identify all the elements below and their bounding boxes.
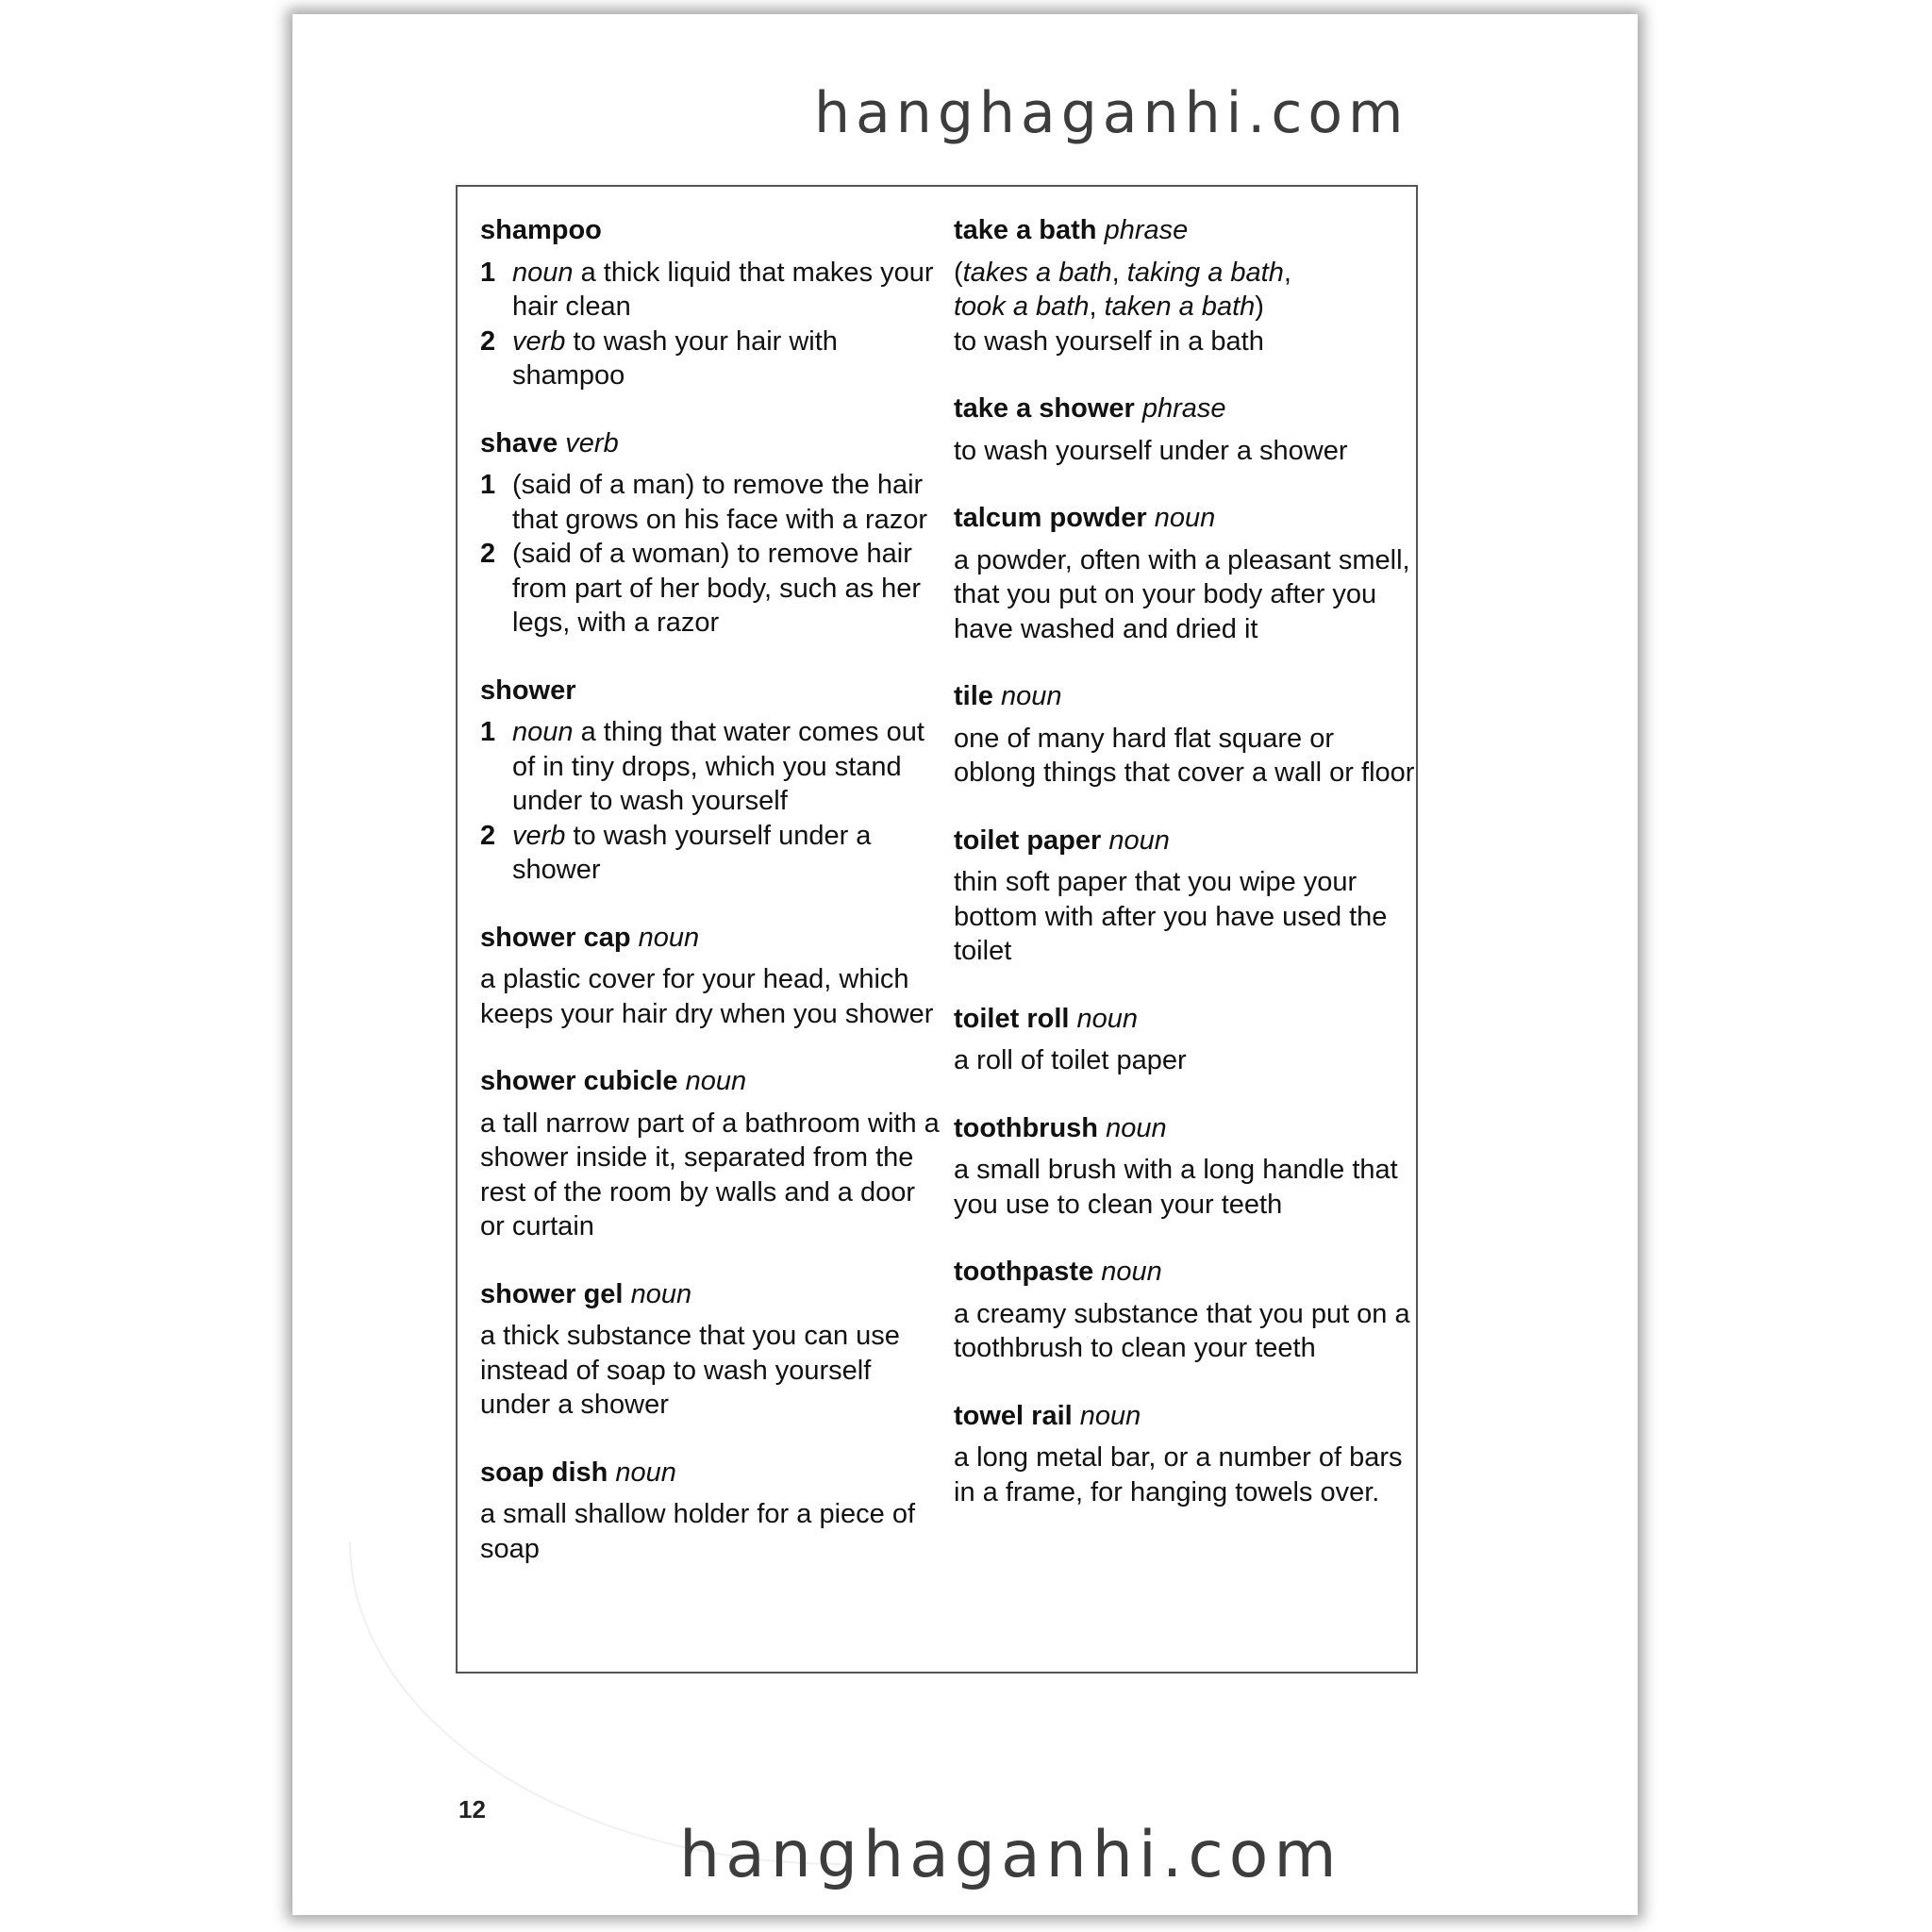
form: taking a bath [1126, 257, 1284, 288]
sense [480, 325, 942, 393]
sense [480, 468, 942, 537]
sense [480, 537, 942, 641]
sense-number: 2 [480, 820, 496, 851]
definition: a plastic cover for your head, which keeps your hair dry when you shower [480, 964, 934, 1029]
headword: shower gel [480, 1278, 624, 1309]
definition: to wash your hair with shampoo [512, 325, 838, 391]
form: taken a bath [1104, 291, 1256, 322]
sense-number: 1 [480, 717, 496, 747]
definition: one of many hard flat square or oblong things that cover a wall or floor [954, 723, 1415, 788]
glossary-box [456, 185, 1418, 1674]
definition: a thick liquid that makes your hair clean [512, 257, 934, 322]
definition: to wash yourself under a shower [512, 820, 872, 885]
entry-shower [480, 674, 942, 888]
headword-line [480, 1277, 942, 1312]
sense [480, 715, 942, 819]
part-of-speech: noun [1000, 681, 1062, 711]
sense [480, 256, 942, 325]
definition: a thick substance that you can use instead of soap to wash yourself under a shower [480, 1321, 900, 1420]
part-of-speech: noun [685, 1066, 747, 1096]
entry-toilet-paper [954, 824, 1416, 969]
part-of-speech: phrase [1141, 393, 1226, 424]
headword-line [480, 921, 942, 956]
sense [480, 819, 942, 888]
entry-take-a-shower [954, 391, 1416, 468]
headword-line [480, 674, 942, 708]
definition: a roll of toilet paper [954, 1045, 1187, 1075]
entry-toilet-roll [954, 1002, 1416, 1078]
part-of-speech: verb [565, 427, 619, 458]
entry-toothpaste [954, 1255, 1416, 1366]
headword: shampoo [480, 215, 602, 245]
definition: a powder, often with a pleasant smell, that you put on your body after you have washed and dried it [954, 544, 1410, 644]
headword-line [954, 824, 1416, 858]
sense-number: 1 [480, 257, 496, 288]
part-of-speech: noun [512, 257, 574, 288]
entry-shower-gel [480, 1277, 942, 1423]
definition: a small shallow holder for a piece of soap [480, 1499, 916, 1564]
definition: a thing that water comes out of in tiny drops, which you stand under to wash yourself [512, 717, 924, 816]
definition: a tall narrow part of a bathroom with a shower inside it, separated from the rest of the room by walls and a door or curtain [480, 1108, 940, 1241]
headword: shower [480, 675, 576, 706]
entry-shave [480, 426, 942, 641]
definition: a long metal bar, or a number of bars in a frame, for hanging towels over. [954, 1442, 1403, 1507]
definition: a small brush with a long handle that you use to clean your teeth [954, 1155, 1398, 1220]
sense-number: 2 [480, 325, 496, 357]
part-of-speech: noun [1108, 824, 1170, 856]
form: took a bath [954, 291, 1090, 322]
entry-soap-dish [480, 1456, 942, 1567]
headword: take a shower [954, 393, 1135, 424]
entry-toothbrush [954, 1111, 1416, 1223]
entry-shower-cap [480, 921, 942, 1032]
part-of-speech: verb [512, 820, 566, 851]
headword: soap dish [480, 1457, 608, 1488]
headword: take a bath [954, 215, 1097, 245]
definition: (said of a man) to remove the hair that grows on his face with a razor [512, 470, 928, 535]
left-column [480, 213, 942, 1599]
part-of-speech: noun [1076, 1003, 1139, 1034]
watermark-bottom: hanghaganhi.com [679, 1818, 1342, 1892]
headword: shave [480, 427, 558, 458]
definition: to wash yourself in a bath [954, 325, 1264, 357]
part-of-speech: noun [1079, 1400, 1141, 1431]
inflected-forms: (takes a bath, taking a bath, took a bath, taken a bath) [954, 257, 1291, 322]
headword: toothbrush [954, 1112, 1099, 1143]
part-of-speech: noun [615, 1457, 676, 1488]
headword: toilet paper [954, 824, 1102, 856]
headword: shower cap [480, 922, 631, 953]
headword-line [954, 1255, 1416, 1290]
headword-line [480, 1456, 942, 1491]
headword-line [954, 1002, 1416, 1037]
form: takes a bath [962, 257, 1112, 288]
entry-take-a-bath [954, 213, 1416, 358]
part-of-speech: noun [630, 1278, 692, 1309]
headword-line [954, 1111, 1416, 1146]
watermark-top: hanghaganhi.com [814, 80, 1409, 146]
sense-number: 1 [480, 470, 496, 500]
entry-talcum-powder [954, 501, 1416, 646]
headword: talcum powder [954, 503, 1147, 533]
page-number: 12 [458, 1795, 486, 1824]
part-of-speech: noun [638, 922, 700, 953]
headword-line [480, 1064, 942, 1099]
headword-line [480, 213, 942, 248]
definition: thin soft paper that you wipe your bottom with after you have used the toilet [954, 867, 1388, 966]
headword-line [954, 679, 1416, 714]
headword: toilet roll [954, 1003, 1070, 1034]
book-page [292, 14, 1638, 1915]
entry-towel-rail [954, 1399, 1416, 1510]
headword-line [480, 426, 942, 461]
headword: tile [954, 681, 993, 711]
part-of-speech: noun [1154, 503, 1216, 533]
entry-tile [954, 679, 1416, 791]
entry-shower-cubicle [480, 1064, 942, 1244]
headword-line [954, 391, 1416, 426]
headword: toothpaste [954, 1257, 1094, 1287]
part-of-speech: verb [512, 325, 566, 357]
definition: (said of a woman) to remove hair from part of her body, such as her legs, with a razor [512, 539, 922, 638]
part-of-speech: noun [1106, 1112, 1167, 1143]
sense-number: 2 [480, 539, 496, 569]
definition: a creamy substance that you put on a toothbrush to clean your teeth [954, 1298, 1410, 1363]
right-column [954, 213, 1416, 1542]
headword-line [954, 1399, 1416, 1434]
entry-shampoo [480, 213, 942, 393]
headword: towel rail [954, 1400, 1073, 1431]
part-of-speech: noun [512, 717, 574, 747]
definition: to wash yourself under a shower [954, 435, 1348, 466]
part-of-speech: phrase [1104, 215, 1189, 245]
headword: shower cubicle [480, 1066, 678, 1096]
headword-line [954, 213, 1416, 248]
part-of-speech: noun [1101, 1257, 1162, 1287]
headword-line [954, 501, 1416, 536]
